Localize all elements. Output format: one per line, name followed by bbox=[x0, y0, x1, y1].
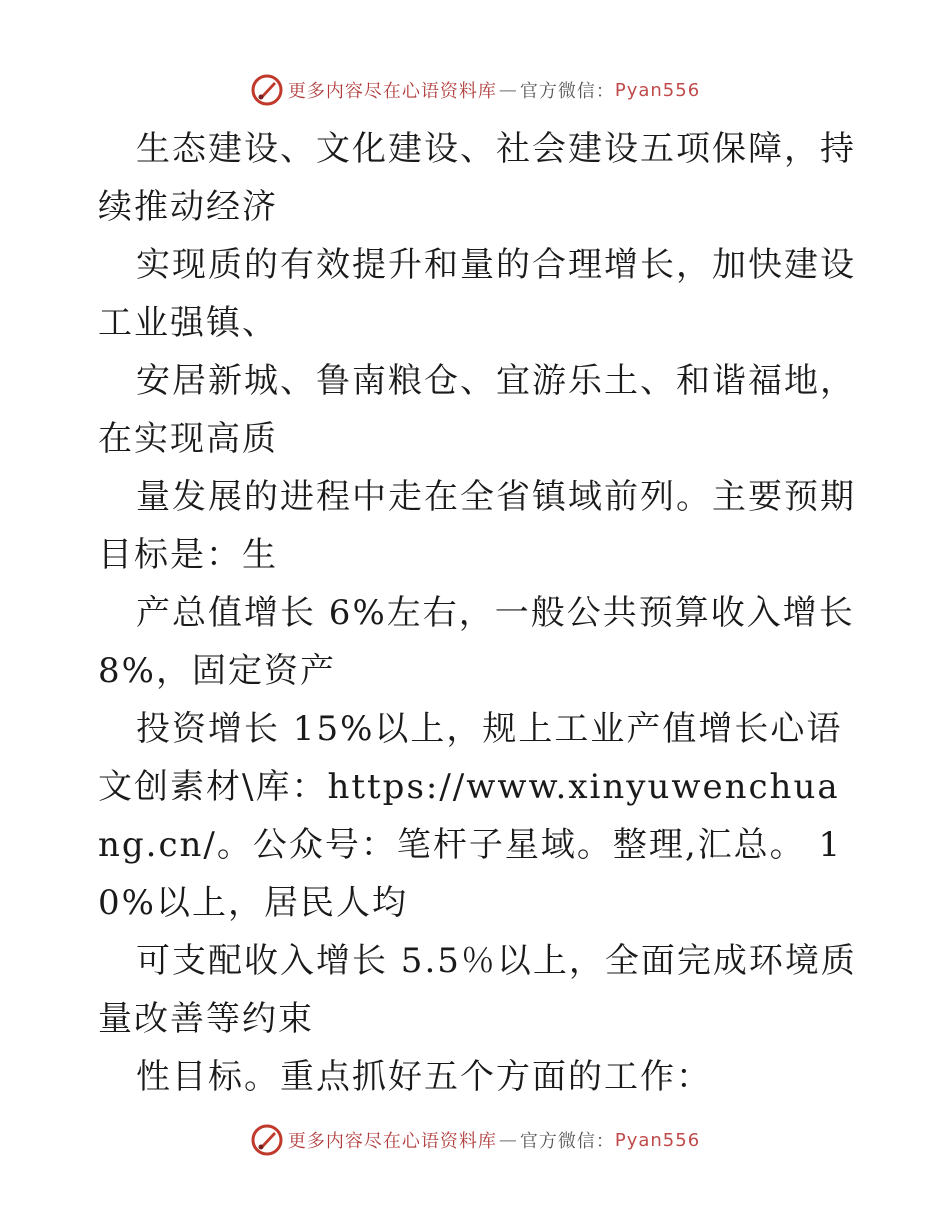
paragraph: 量发展的进程中走在全省镇域前列。主要预期目标是：生 bbox=[98, 477, 856, 575]
paragraph: 实现质的有效提升和量的合理增长，加快建设工业强镇、 bbox=[98, 245, 856, 343]
quill-logo-icon bbox=[250, 1123, 284, 1157]
watermark-wechat-label: 官方微信： bbox=[519, 81, 615, 102]
watermark-wechat-id: Pyan556 bbox=[614, 79, 701, 101]
watermark-wechat-id: Pyan556 bbox=[614, 1129, 701, 1151]
paragraph: 性目标。重点抓好五个方面的工作： bbox=[136, 1057, 712, 1097]
footer-watermark bbox=[0, 1118, 950, 1162]
paragraph: 可支配收入增长 5.5％以上，全面完成环境质量改善等约束 bbox=[98, 941, 857, 1039]
watermark-wechat-label: 官方微信： bbox=[519, 1131, 615, 1152]
paragraph: 安居新城、鲁南粮仓、宜游乐土、和谐福地，在实现高质 bbox=[98, 361, 856, 459]
paragraph: 生态建设、文化建设、社会建设五项保障，持续推动经济 bbox=[98, 129, 856, 227]
watermark-dash: — bbox=[498, 79, 518, 101]
paragraph: 产总值增长 6%左右，一般公共预算收入增长 8%，固定资产 bbox=[98, 593, 855, 691]
header-watermark bbox=[0, 68, 950, 112]
watermark-dash: — bbox=[498, 1129, 518, 1151]
watermark-main-text: 更多内容尽在心语资料库 bbox=[287, 81, 497, 102]
paragraph: 投资增长 15%以上，规上工业产值增长心语文创素材\库：https://www.xinyuwenchuang.cn/。公众号：笔杆子星域。整理,汇总。 10%以上，居民人均 bbox=[98, 709, 843, 923]
document-body bbox=[98, 120, 858, 1106]
watermark-main-text: 更多内容尽在心语资料库 bbox=[287, 1131, 497, 1152]
quill-logo-icon bbox=[250, 73, 284, 107]
